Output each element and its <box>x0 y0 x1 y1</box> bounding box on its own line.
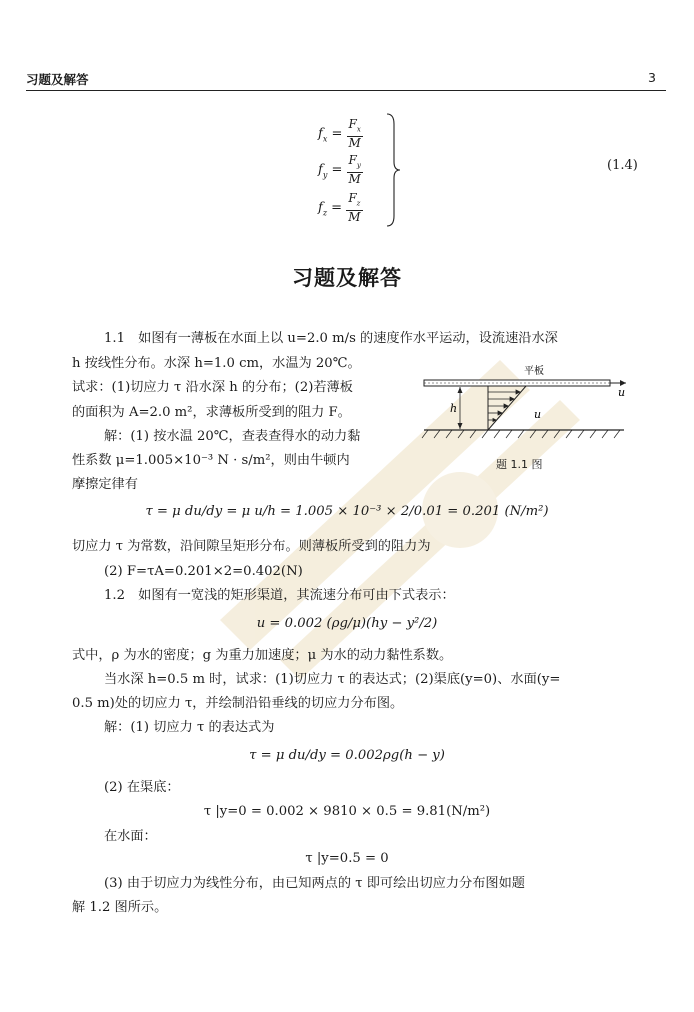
p12-line3: 当水深 h=0.5 m 时，试求：(1)切应力 τ 的表达式；(2)渠底(y=0)、水面(y= <box>104 672 561 687</box>
p12-line1: 1.2 如图有一宽浅的矩形渠道，其流速分布可由下式表示： <box>104 588 455 603</box>
p12-line8: (3) 由于切应力为线性分布，由已知两点的 τ 即可绘出切应力分布图如题 <box>104 876 525 891</box>
section-title: 习题及解答 <box>292 266 402 290</box>
p12-line6: (2) 在渠底： <box>104 780 180 795</box>
p11-line2: h 按线性分布。水深 h=1.0 cm，水温为 20℃。 <box>72 356 361 371</box>
p12-line9: 解 1.2 图所示。 <box>72 900 168 915</box>
p12-line2: 式中，ρ 为水的密度；g 为重力加速度；μ 为水的动力黏性系数。 <box>72 648 453 663</box>
figure-caption: 题 1.1 图 <box>496 458 543 471</box>
fig-u-mid: u <box>534 408 542 421</box>
fig-plate-label: 平板 <box>524 366 544 377</box>
figure-1-1 <box>418 362 638 442</box>
eq-fz: $f_z$ = $\frac{F_z}{M}$ <box>318 191 361 225</box>
p11-line5: 解：(1) 按水温 20℃，查表查得水的动力黏 <box>104 429 361 444</box>
fig-h-label: h <box>450 402 458 415</box>
p12-line7: 在水面： <box>104 829 157 844</box>
p11-line1: 1.1 如图有一薄板在水面上以 u=2.0 m/s 的速度作水平运动，设流速沿水深 <box>104 331 558 346</box>
p12-equation4: τ |y=0.5 = 0 <box>305 851 389 866</box>
fig-u-top: u <box>618 386 626 399</box>
p12-equation3: τ |y=0 = 0.002 × 9810 × 0.5 = 9.81(N/m²) <box>203 804 491 819</box>
p11-line9: (2) F=τA=0.201×2=0.402(N) <box>104 564 303 579</box>
right-brace <box>384 110 402 230</box>
p11-line8: 切应力 τ 为常数，沿间隙呈矩形分布。则薄板所受到的阻力为 <box>72 539 431 554</box>
equation-number: (1.4) <box>607 158 638 173</box>
running-header: 习题及解答 <box>26 72 89 87</box>
page-number: 3 <box>648 70 656 85</box>
p11-line3: 试求：(1)切应力 τ 沿水深 h 的分布；(2)若薄板 <box>72 380 353 395</box>
eq-fy: $f_y$ = $\frac{F_y}{M}$ <box>318 153 361 187</box>
p11-line7: 摩擦定律有 <box>72 477 138 492</box>
p11-equation: τ = μ du/dy = μ u/h = 1.005 × 10⁻³ × 2/0.01 = 0.201 (N/m²) <box>145 504 549 519</box>
p12-equation2: τ = μ du/dy = 0.002ρg(h − y) <box>249 748 445 763</box>
p12-line4: 0.5 m)处的切应力 τ，并绘制沿铅垂线的切应力分布图。 <box>72 696 404 711</box>
eq-fx: $f_x$ = $\frac{F_x}{M}$ <box>318 117 361 151</box>
header-rule <box>26 90 666 91</box>
p12-equation: u = 0.002 (ρg/μ)(hy − y²/2) <box>256 616 438 631</box>
p11-line4: 的面积为 A=2.0 m²，求薄板所受到的阻力 F。 <box>72 405 351 420</box>
p11-line6: 性系数 μ=1.005×10⁻³ N · s/m²，则由牛顿内 <box>72 453 350 468</box>
p12-line5: 解：(1) 切应力 τ 的表达式为 <box>104 720 275 735</box>
